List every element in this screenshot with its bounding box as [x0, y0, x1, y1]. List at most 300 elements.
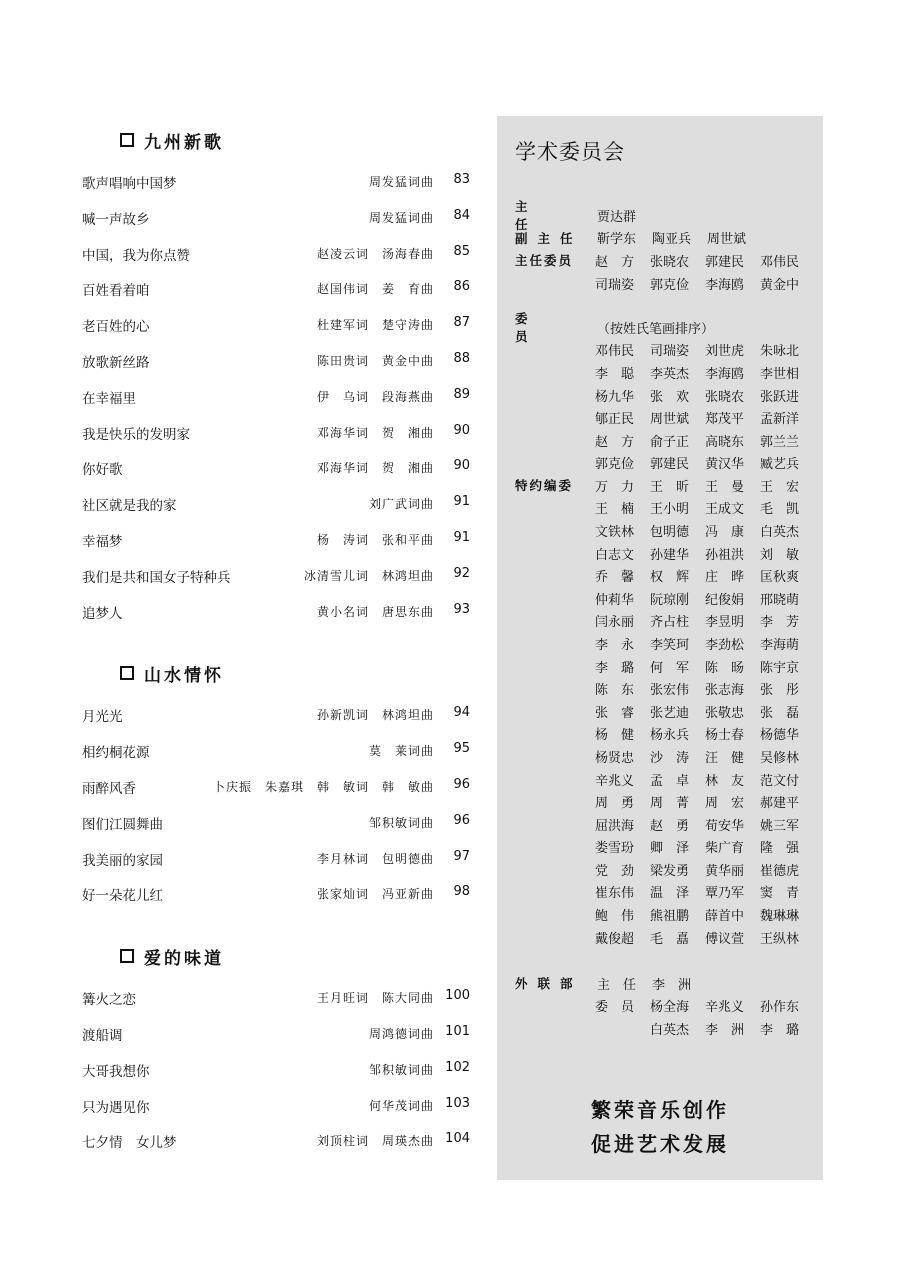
page-number: 83	[453, 172, 470, 187]
page-number: 94	[453, 705, 470, 721]
name-list	[595, 724, 815, 743]
song-credit: 赵国伟词 姜 育曲	[316, 282, 434, 297]
name-list	[595, 679, 815, 698]
member-name: 杨永兵	[650, 728, 690, 744]
role-label: 主任	[515, 199, 558, 233]
song-credit: 张家灿词 冯亚新曲	[316, 887, 434, 902]
member-name: 张 彤	[760, 683, 800, 699]
section-list	[82, 701, 470, 916]
editor-row	[515, 564, 815, 587]
member-name: 吴修林	[760, 750, 800, 766]
role-label: 主任委员	[515, 253, 574, 269]
toc-row[interactable]	[82, 737, 470, 773]
member-name: 陈宇京	[760, 660, 800, 676]
song-title: 只为遇见你	[82, 1099, 150, 1116]
member-name: 高晓东	[705, 434, 745, 450]
member-name: 党 劲	[595, 863, 635, 879]
checkbox-icon	[120, 949, 134, 963]
member-name: 黄汉华	[705, 457, 745, 473]
toc-row[interactable]	[82, 526, 470, 562]
editor-row	[515, 926, 815, 949]
name-list	[595, 634, 815, 653]
member-name: 齐占柱	[650, 615, 690, 631]
member-name: 汪 健	[705, 750, 745, 766]
member-name: 郭克俭	[595, 457, 635, 473]
member-name: 傅议萱	[705, 931, 745, 947]
member-row	[515, 452, 815, 475]
song-title: 追梦人	[82, 605, 123, 622]
page-number: 93	[453, 601, 470, 617]
member-name: 周 菁	[650, 796, 690, 812]
song-credit: 何华茂词曲	[368, 1098, 434, 1113]
section-title: 山水情怀	[144, 665, 224, 686]
name-list	[597, 228, 762, 247]
toc-row[interactable]	[82, 454, 470, 490]
song-title: 我美丽的家园	[82, 852, 163, 869]
member-name: 李 璐	[595, 660, 635, 676]
member-name: 李海萌	[760, 637, 800, 653]
liaison-row	[515, 995, 815, 1018]
editor-row	[515, 519, 815, 542]
song-credit: 邓海华词 贺 湘曲	[316, 425, 434, 440]
editor-row	[515, 700, 815, 723]
section-heading	[120, 940, 470, 972]
member-name: 陶亚兵	[652, 232, 692, 248]
member-name: 司瑞姿	[595, 277, 635, 293]
member-name: 王 宏	[760, 479, 800, 495]
member-name: 白英杰	[760, 524, 800, 540]
page-number: 88	[453, 350, 470, 366]
member-name: 郭兰兰	[760, 434, 800, 450]
member-name: 王成文	[705, 502, 745, 518]
toc-row[interactable]	[82, 383, 470, 419]
member-name: 闫永丽	[595, 615, 635, 631]
editor-row	[515, 858, 815, 881]
member-name: 林 友	[705, 773, 745, 789]
name-list	[595, 702, 815, 721]
page-number: 89	[453, 386, 470, 402]
name-list	[595, 860, 815, 879]
member-name: 张 欢	[650, 389, 690, 405]
member-name: 屈洪海	[595, 818, 635, 834]
member-name: 李海鸥	[705, 366, 745, 382]
member-name: 郭建民	[650, 457, 690, 473]
member-name: 孙作东	[760, 1000, 800, 1016]
toc-row[interactable]	[82, 311, 470, 347]
member-name: 孙建华	[650, 547, 690, 563]
member-name: 崔东伟	[595, 886, 635, 902]
checkbox-icon	[120, 666, 134, 680]
member-name: 赵 方	[595, 254, 635, 270]
member-name: 王 曼	[705, 479, 745, 495]
committee-leaders	[515, 199, 815, 294]
name-list	[595, 815, 815, 834]
song-credit: 陈田贵词 黄金中曲	[316, 353, 434, 368]
section-heading	[120, 657, 470, 689]
song-title: 我们是共和国女子特种兵	[82, 569, 231, 586]
member-name: 娄雪玢	[595, 841, 635, 857]
member-name: 张志海	[705, 683, 745, 699]
name-list	[595, 251, 815, 270]
song-title: 大哥我想你	[82, 1063, 150, 1080]
member-name: 何 军	[650, 660, 690, 676]
name-list	[595, 363, 815, 382]
member-name: 李 芳	[760, 615, 800, 631]
editor-row	[515, 474, 815, 497]
page-number: 104	[445, 1131, 470, 1147]
member-name: 覃乃军	[705, 886, 745, 902]
member-name: 杨德华	[760, 728, 800, 744]
section-heading	[120, 124, 470, 156]
editor-row	[515, 542, 815, 565]
editor-row	[515, 903, 815, 926]
toc-row[interactable]	[82, 845, 470, 881]
page-number: 98	[453, 884, 470, 900]
editor-row	[515, 655, 815, 678]
members-label: 委员	[515, 311, 558, 345]
page-number: 85	[453, 243, 470, 259]
member-name: 主 任	[597, 977, 637, 993]
member-name: 贾达群	[597, 209, 637, 225]
name-list	[595, 476, 815, 495]
leader-row	[515, 199, 815, 233]
liaison-row	[515, 972, 815, 995]
member-name: 陈 东	[595, 683, 635, 699]
member-name: 荀安华	[705, 818, 745, 834]
member-name: 李 洲	[652, 977, 692, 993]
member-name: 阮琼刚	[650, 592, 690, 608]
member-name: 张 磊	[760, 705, 800, 721]
member-name: 周世斌	[707, 232, 747, 248]
song-title: 百姓看着咱	[82, 283, 150, 300]
name-list	[595, 770, 815, 789]
song-title: 七夕情 女儿梦	[82, 1135, 177, 1152]
page-number: 97	[453, 848, 470, 864]
member-name: 周 宏	[705, 796, 745, 812]
member-name: 朱咏北	[760, 344, 800, 360]
member-name: 范文付	[760, 773, 800, 789]
toc-row[interactable]	[82, 419, 470, 455]
song-title: 歌声唱响中国梦	[82, 176, 177, 192]
member-name: 孟 卓	[650, 773, 690, 789]
slogan-line-2: 促进艺术发展	[591, 1132, 729, 1156]
name-list	[595, 544, 815, 563]
name-list	[597, 974, 707, 993]
page-number: 91	[453, 529, 470, 545]
editor-row	[515, 813, 815, 836]
toc-row[interactable]	[82, 984, 470, 1020]
member-name: 白志文	[595, 547, 635, 563]
member-name: 张 睿	[595, 705, 635, 721]
member-name: 郇正民	[595, 412, 635, 428]
member-name: 郭建民	[705, 254, 745, 270]
name-list	[595, 453, 815, 472]
song-credit: 王月旺词 陈大同曲	[316, 991, 434, 1006]
member-name: 郭克俭	[650, 277, 690, 293]
song-credit: 孙新凯词 林鸿坦曲	[316, 708, 434, 723]
member-name: 司瑞姿	[650, 344, 690, 360]
page-number: 90	[453, 422, 470, 438]
member-name: 赵 方	[595, 434, 635, 450]
toc-row[interactable]	[82, 701, 470, 737]
member-name: 李海鸥	[705, 277, 745, 293]
page-number: 86	[453, 279, 470, 295]
member-name: 乔 馨	[595, 570, 635, 586]
song-credit: 邹积敏词曲	[368, 815, 434, 830]
page-number: 96	[453, 812, 470, 828]
committee-members	[515, 311, 815, 474]
member-name: 周 勇	[595, 796, 635, 812]
member-name: 杨九华	[595, 389, 635, 405]
member-name: 王 楠	[595, 502, 635, 518]
leader-row	[515, 227, 815, 250]
page-number: 100	[445, 988, 470, 1004]
member-name: 柴广育	[705, 841, 745, 857]
toc-row[interactable]	[82, 490, 470, 526]
member-name: 李世相	[760, 366, 800, 382]
name-list	[595, 882, 815, 901]
committee-title: 学术委员会	[515, 140, 625, 164]
name-list	[595, 431, 815, 450]
song-title: 你好歌	[82, 462, 123, 479]
member-name: 张跃进	[760, 389, 800, 405]
member-name: 毛 凯	[760, 502, 800, 518]
member-name: 张晓农	[705, 389, 745, 405]
member-name: 刘 敏	[760, 547, 800, 563]
toc-row[interactable]	[82, 275, 470, 311]
song-credit: 卜庆振 朱嘉琪 韩 敏词 韩 敏曲	[212, 779, 434, 794]
member-name: 委 员	[595, 1000, 635, 1016]
name-list	[595, 340, 815, 359]
toc-row[interactable]	[82, 773, 470, 809]
song-title: 放歌新丝路	[82, 354, 150, 371]
song-title: 图们江圆舞曲	[82, 816, 163, 833]
page-number: 91	[453, 494, 470, 510]
toc-row[interactable]	[82, 347, 470, 383]
name-list	[595, 1019, 815, 1038]
member-name: 权 辉	[650, 570, 690, 586]
member-name: 杨士春	[705, 728, 745, 744]
name-list	[595, 589, 815, 608]
member-name: 张艺迪	[650, 705, 690, 721]
member-name: 李笑珂	[650, 637, 690, 653]
member-name: 李 璐	[760, 1022, 800, 1038]
committee-panel	[497, 116, 823, 1180]
name-list	[597, 206, 652, 225]
song-credit: 莫 莱词曲	[368, 744, 434, 759]
editor-row	[515, 587, 815, 610]
editor-row	[515, 745, 815, 768]
name-list	[595, 274, 815, 293]
member-name: 李昱明	[705, 615, 745, 631]
committee-liaison	[515, 972, 815, 1040]
toc-row[interactable]	[82, 204, 470, 240]
page-number: 87	[453, 315, 470, 331]
toc-row[interactable]	[82, 1020, 470, 1056]
member-row	[515, 361, 815, 384]
member-name: 郑茂平	[705, 412, 745, 428]
song-credit: 杜建军词 楚守涛曲	[316, 318, 434, 333]
song-title: 渡船调	[82, 1027, 123, 1044]
song-credit: 刘顶柱词 周瑛杰曲	[316, 1134, 434, 1149]
member-name: 张宏伟	[650, 683, 690, 699]
editor-row	[515, 790, 815, 813]
name-list	[595, 408, 815, 427]
role-label: 外联部	[515, 976, 583, 992]
member-name: 黄金中	[760, 277, 800, 293]
name-list	[595, 928, 815, 947]
name-list	[595, 996, 815, 1015]
leader-row	[515, 272, 815, 295]
member-name: 周世斌	[650, 412, 690, 428]
editor-row	[515, 677, 815, 700]
member-name: 黄华丽	[705, 863, 745, 879]
member-name: 李 洲	[705, 1022, 745, 1038]
member-name: 沙 涛	[650, 750, 690, 766]
members-note: （按姓氏笔画排序）	[597, 321, 715, 337]
member-name: 王 昕	[650, 479, 690, 495]
member-name: 李 永	[595, 637, 635, 653]
page-number: 84	[453, 207, 470, 223]
member-name	[595, 1019, 650, 1038]
name-list	[595, 498, 815, 517]
member-name: 薛首中	[705, 909, 745, 925]
member-name: 窦 青	[760, 886, 800, 902]
editor-row	[515, 723, 815, 746]
member-name: 熊祖鹏	[650, 909, 690, 925]
member-row	[515, 384, 815, 407]
name-list	[595, 792, 815, 811]
member-name: 孟新洋	[760, 412, 800, 428]
editor-row	[515, 632, 815, 655]
song-credit: 杨 涛词 张和平曲	[316, 532, 434, 547]
member-row	[515, 406, 815, 429]
member-name: 邢晓萌	[760, 592, 800, 608]
song-title: 我是快乐的发明家	[82, 426, 190, 443]
toc-row[interactable]	[82, 1127, 470, 1163]
member-name: 魏琳琳	[760, 909, 800, 925]
member-name: 王纵林	[760, 931, 800, 947]
toc-row[interactable]	[82, 240, 470, 276]
member-name: 白英杰	[650, 1022, 690, 1038]
member-name: 孙祖洪	[705, 547, 745, 563]
member-name: 温 泽	[650, 886, 690, 902]
member-name: 纪俊娟	[705, 592, 745, 608]
member-name: 包明德	[650, 524, 690, 540]
toc-row[interactable]	[82, 562, 470, 598]
editor-row	[515, 610, 815, 633]
song-title: 好一朵花儿红	[82, 888, 163, 905]
member-name: 李英杰	[650, 366, 690, 382]
member-name: 靳学东	[597, 232, 637, 248]
member-name: 鲍 伟	[595, 909, 635, 925]
member-name: 匡秋爽	[760, 570, 800, 586]
member-name: 陈 旸	[705, 660, 745, 676]
name-list	[595, 905, 815, 924]
committee-editors	[515, 474, 815, 948]
page-number: 101	[445, 1023, 470, 1039]
section-title: 爱的味道	[144, 948, 224, 969]
member-name: 赵 勇	[650, 818, 690, 834]
member-name: 隆 强	[760, 841, 800, 857]
member-name: 文铁林	[595, 524, 635, 540]
member-name: 刘世虎	[705, 344, 745, 360]
song-credit: 周发猛词曲	[368, 175, 434, 189]
song-credit: 黄小名词 唐思东曲	[316, 604, 434, 619]
name-list	[595, 566, 815, 585]
member-name: 郝建平	[760, 796, 800, 812]
member-name: 戴俊超	[595, 931, 635, 947]
member-name: 辛兆义	[595, 773, 635, 789]
toc-row[interactable]	[82, 168, 470, 204]
toc-row[interactable]	[82, 1092, 470, 1128]
member-name: 杨 健	[595, 728, 635, 744]
page-number: 95	[453, 741, 470, 757]
role-label: 特约编委	[515, 478, 574, 494]
member-name: 崔德虎	[760, 863, 800, 879]
editor-row	[515, 768, 815, 791]
member-name: 卿 泽	[650, 841, 690, 857]
song-title: 幸福梦	[82, 533, 123, 550]
song-title: 相约桐花源	[82, 745, 150, 762]
name-list	[595, 611, 815, 630]
name-list	[595, 747, 815, 766]
song-credit: 周发猛词曲	[368, 210, 434, 225]
role-label: 副主任	[515, 230, 583, 246]
song-title: 雨醉风香	[82, 780, 136, 797]
song-title: 在幸福里	[82, 390, 136, 407]
member-name: 李劲松	[705, 637, 745, 653]
toc-row[interactable]	[82, 880, 470, 916]
leader-row	[515, 249, 815, 272]
section-list	[82, 984, 470, 1163]
name-list	[595, 837, 815, 856]
song-credit: 伊 乌词 段海燕曲	[316, 389, 434, 404]
member-name: 辛兆义	[705, 1000, 745, 1016]
liaison-row	[515, 1017, 815, 1040]
name-list	[595, 521, 815, 540]
member-name: 邓伟民	[760, 254, 800, 270]
member-name: 李 聪	[595, 366, 635, 382]
toc-row[interactable]	[82, 809, 470, 845]
page-number: 103	[445, 1095, 470, 1111]
toc-row[interactable]	[82, 598, 470, 634]
song-credit: 邹积敏词曲	[368, 1062, 434, 1077]
section-list	[82, 168, 470, 633]
page-number: 96	[453, 776, 470, 792]
name-list	[595, 386, 815, 405]
song-credit: 李月林词 包明德曲	[316, 851, 434, 866]
name-list	[595, 657, 815, 676]
page-number: 90	[453, 458, 470, 474]
member-name: 万 力	[595, 479, 635, 495]
page-number: 92	[453, 565, 470, 581]
song-title: 中国，我为你点赞	[82, 247, 190, 264]
song-credit: 周鸿德词曲	[368, 1026, 434, 1041]
toc-row[interactable]	[82, 1056, 470, 1092]
song-credit: 冰清雪儿词 林鸿坦曲	[303, 568, 434, 583]
section-title: 九州新歌	[144, 132, 224, 153]
song-title: 喊一声故乡	[82, 211, 150, 228]
member-name: 杨全海	[650, 1000, 690, 1016]
member-name: 仲莉华	[595, 592, 635, 608]
member-name: 邓伟民	[595, 344, 635, 360]
member-name: 张敬忠	[705, 705, 745, 721]
song-title: 老百姓的心	[82, 319, 150, 336]
song-title: 月光光	[82, 709, 123, 726]
song-title: 篝火之恋	[82, 992, 136, 1009]
editor-row	[515, 881, 815, 904]
